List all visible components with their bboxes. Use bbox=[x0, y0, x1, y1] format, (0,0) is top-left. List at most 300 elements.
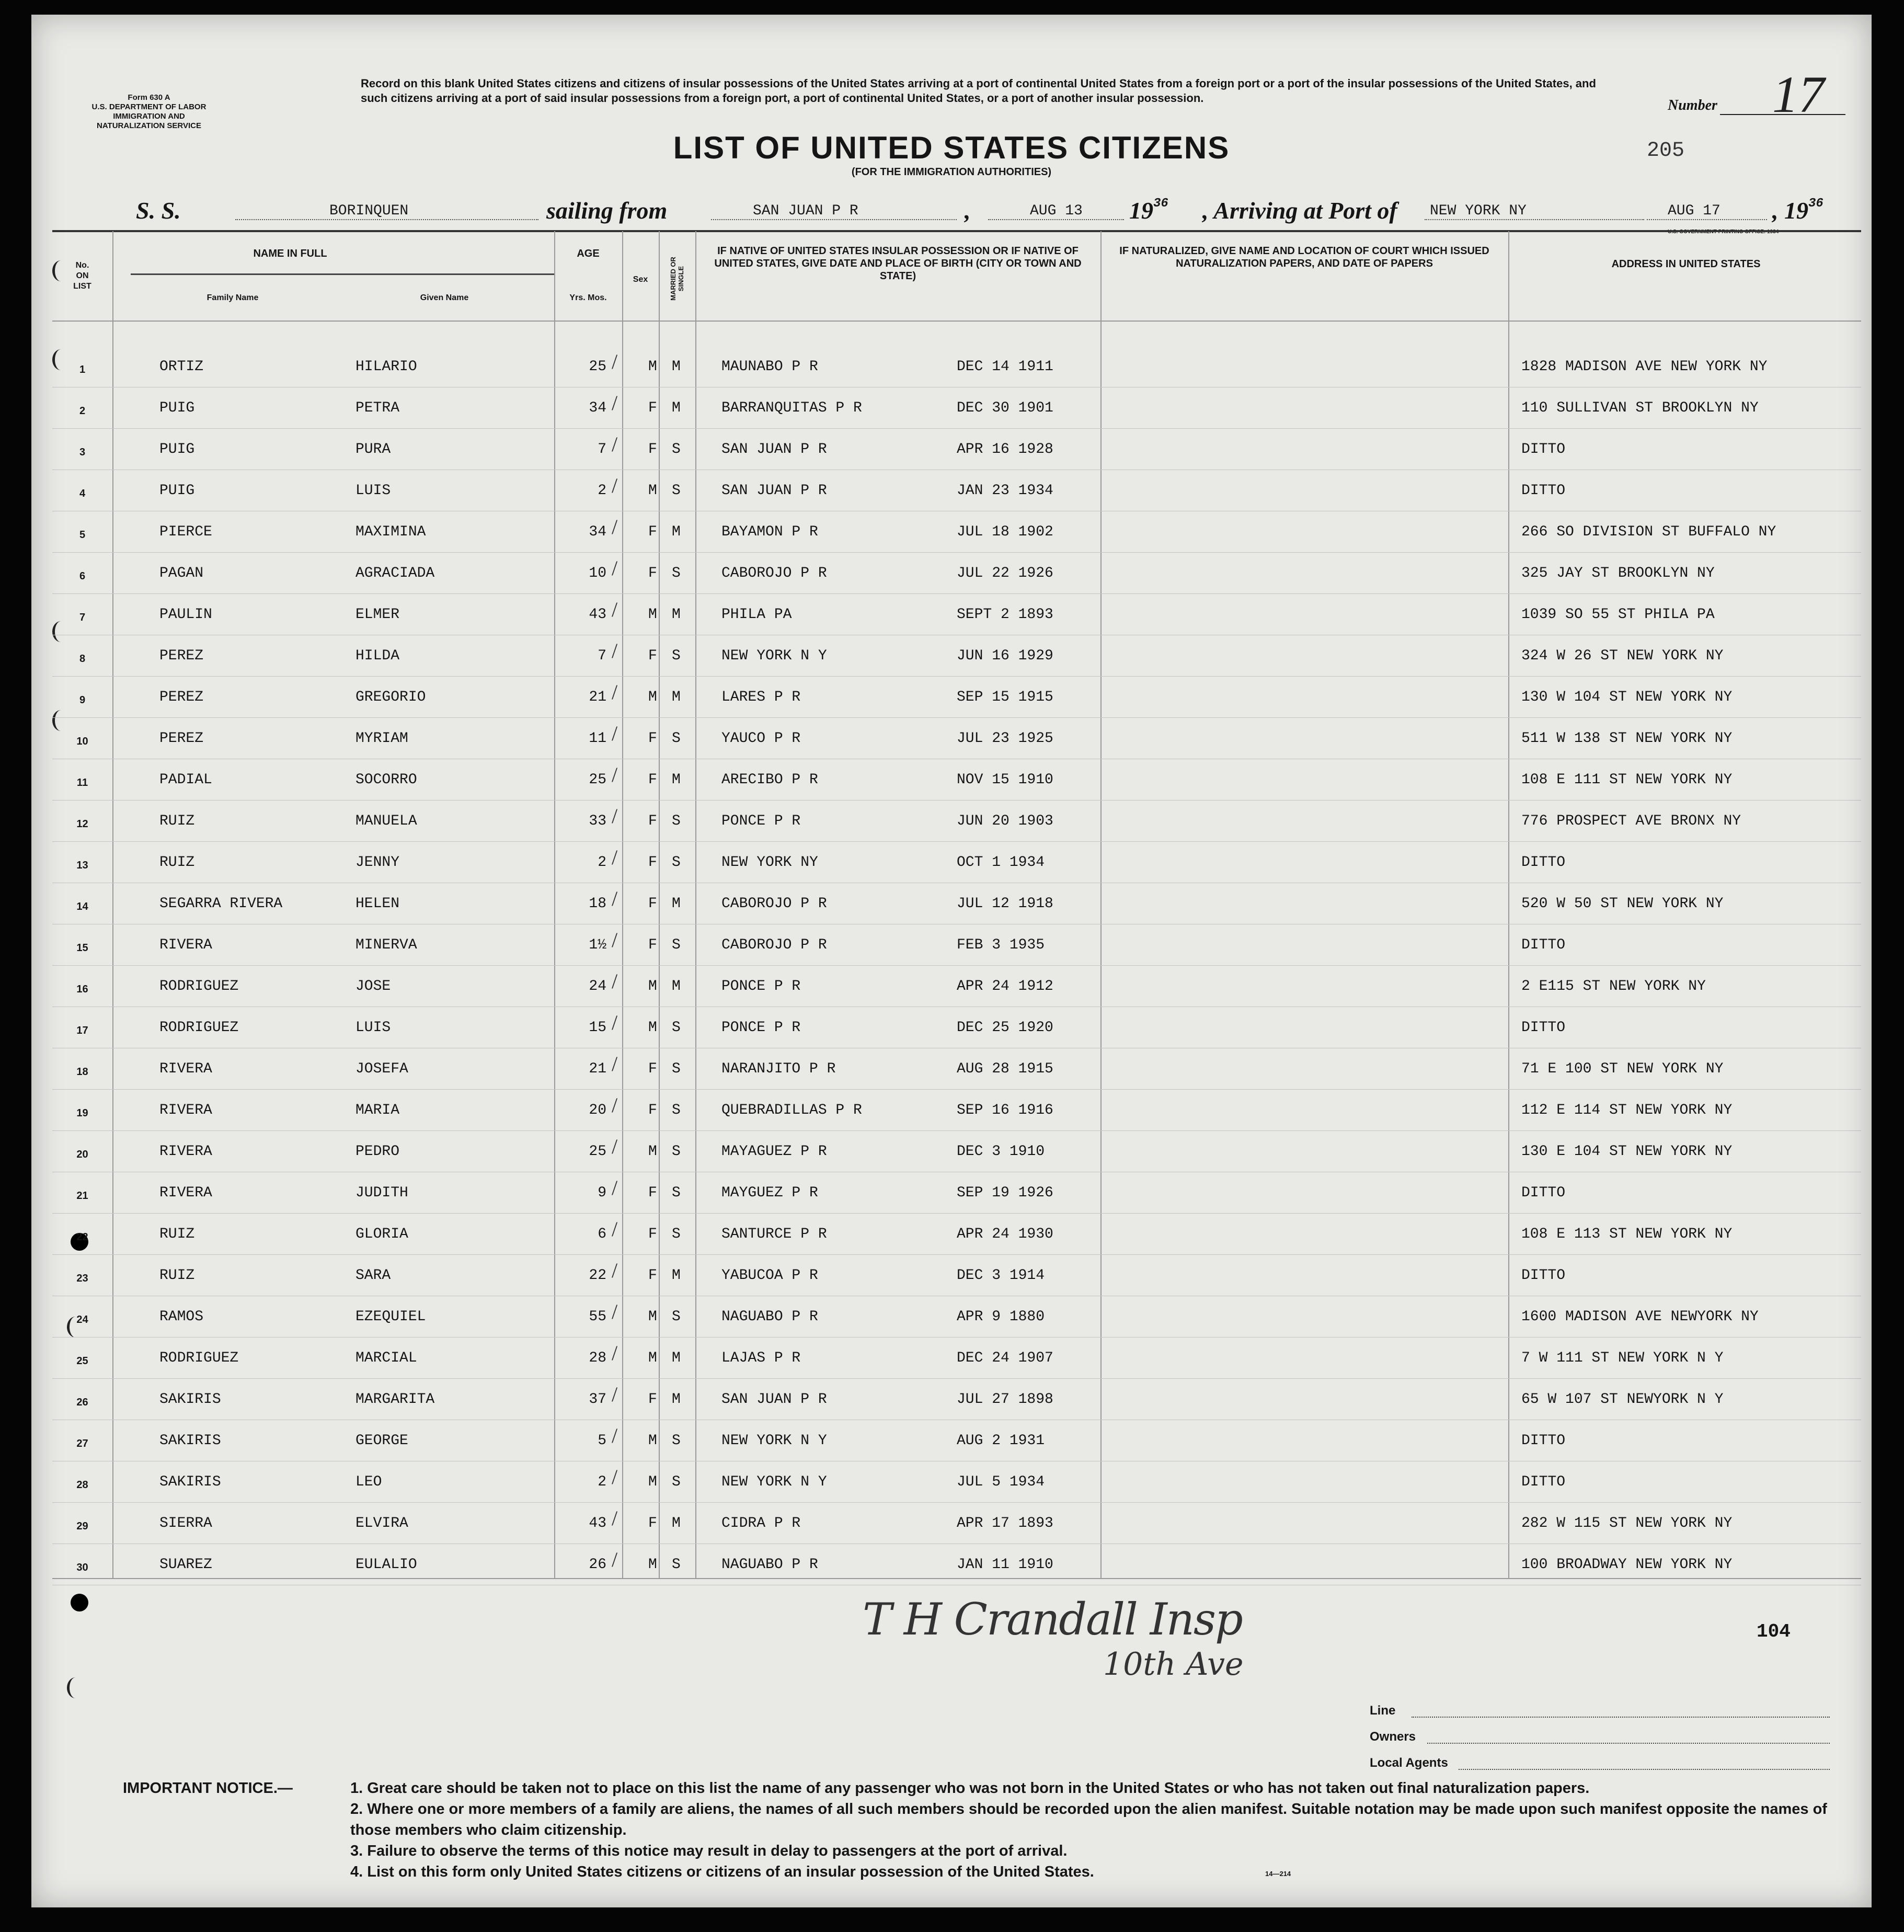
birth-place: NARANJITO P R bbox=[721, 1061, 836, 1077]
record-instructions: Record on this blank United States citizens and citizens of insular possessions of the United States arriving at a port of continental United States from a foreign port or a port of the insular possessions of the United States, and such citizens arriving at a port of said insular possessions from a foreign port, a port of continental United States, or a port of another insular possession. bbox=[361, 77, 1596, 105]
inspector-signature: T H Crandall Insp bbox=[863, 1594, 1242, 1645]
row-number: 15 bbox=[76, 942, 88, 954]
given-name: AGRACIADA bbox=[355, 565, 435, 581]
row-number: 13 bbox=[76, 860, 88, 871]
row-rule bbox=[52, 965, 1861, 966]
given-name: SARA bbox=[355, 1267, 391, 1284]
tick-mark: / bbox=[612, 1052, 618, 1076]
family-name: RODRIGUEZ bbox=[159, 1020, 239, 1036]
birth-place: BAYAMON P R bbox=[721, 524, 818, 540]
row-number: 12 bbox=[76, 818, 88, 830]
given-name: ELMER bbox=[355, 607, 400, 623]
age-years: 24 bbox=[589, 978, 606, 994]
given-name: LUIS bbox=[355, 1020, 391, 1036]
birth-place: BARRANQUITAS P R bbox=[721, 400, 862, 416]
us-address: 71 E 100 ST NEW YORK NY bbox=[1521, 1061, 1724, 1077]
sex: F bbox=[648, 1061, 657, 1077]
local-agents-field bbox=[1459, 1769, 1830, 1770]
family-name: RIVERA bbox=[159, 1144, 212, 1160]
marital-status: S bbox=[672, 1226, 681, 1242]
marital-status: S bbox=[672, 1102, 681, 1118]
marital-status: M bbox=[672, 1267, 681, 1284]
passenger-row bbox=[31, 1051, 1872, 1092]
family-name: PUIG bbox=[159, 400, 195, 416]
birth-place: CABOROJO P R bbox=[721, 896, 827, 912]
marital-status: S bbox=[672, 813, 681, 829]
tick-mark: / bbox=[612, 350, 618, 373]
row-number: 30 bbox=[76, 1562, 88, 1573]
birth-date: APR 24 1912 bbox=[957, 978, 1053, 994]
tick-mark: / bbox=[612, 1341, 618, 1365]
given-name: GEORGE bbox=[355, 1433, 408, 1449]
family-name: PADIAL bbox=[159, 772, 212, 788]
age-years: 34 bbox=[589, 524, 606, 540]
row-number: 27 bbox=[76, 1438, 88, 1449]
birth-date: JUN 20 1903 bbox=[957, 813, 1053, 829]
sex: F bbox=[648, 1391, 657, 1408]
age-years: 25 bbox=[589, 772, 606, 788]
marital-status: S bbox=[672, 730, 681, 747]
birth-date: JUN 16 1929 bbox=[957, 648, 1053, 664]
tick-mark: / bbox=[612, 1093, 618, 1117]
family-name: ORTIZ bbox=[159, 359, 204, 375]
row-number: 26 bbox=[76, 1397, 88, 1408]
header-naturalized: IF NATURALIZED, GIVE NAME AND LOCATION OF COURT WHICH ISSUED NATURALIZATION PAPERS, AND DATE OF PAPERS bbox=[1119, 245, 1489, 269]
header-yrs-mos: Yrs. Mos. bbox=[569, 293, 607, 302]
row-rule bbox=[52, 1089, 1861, 1090]
row-number: 10 bbox=[76, 736, 88, 747]
page-subtitle: (FOR THE IMMIGRATION AUTHORITIES) bbox=[851, 166, 1052, 178]
age-years: 10 bbox=[589, 565, 606, 581]
birth-place: SAN JUAN P R bbox=[721, 1391, 827, 1408]
us-address: DITTO bbox=[1521, 1185, 1566, 1201]
age-years: 5 bbox=[598, 1433, 606, 1449]
age-years: 6 bbox=[598, 1226, 606, 1242]
tick-mark: / bbox=[612, 763, 618, 786]
marital-status: S bbox=[672, 648, 681, 664]
sex: F bbox=[648, 813, 657, 829]
us-address: DITTO bbox=[1521, 937, 1566, 953]
row-number: 28 bbox=[76, 1479, 88, 1491]
birth-date: JUL 27 1898 bbox=[957, 1391, 1053, 1408]
family-name: RAMOS bbox=[159, 1309, 204, 1325]
page-title: LIST OF UNITED STATES CITIZENS bbox=[673, 130, 1230, 165]
tick-mark: / bbox=[612, 1506, 618, 1530]
us-address: 282 W 115 ST NEW YORK NY bbox=[1521, 1515, 1733, 1531]
birth-place: PHILA PA bbox=[721, 607, 792, 623]
sex: M bbox=[648, 1350, 657, 1366]
row-rule bbox=[52, 428, 1861, 429]
row-number: 14 bbox=[76, 901, 88, 912]
us-address: 130 E 104 ST NEW YORK NY bbox=[1521, 1144, 1733, 1160]
marital-status: S bbox=[672, 1185, 681, 1201]
birth-date: SEPT 2 1893 bbox=[957, 607, 1053, 623]
birth-date: JUL 22 1926 bbox=[957, 565, 1053, 581]
passenger-row bbox=[31, 473, 1872, 514]
given-name: PEDRO bbox=[355, 1144, 400, 1160]
given-name: JENNY bbox=[355, 854, 400, 871]
birth-place: MAUNABO P R bbox=[721, 359, 818, 375]
birth-date: JAN 23 1934 bbox=[957, 483, 1053, 499]
arrival-date: AUG 17 bbox=[1647, 203, 1767, 220]
marital-status: M bbox=[672, 1391, 681, 1408]
age-years: 21 bbox=[589, 689, 606, 705]
given-name: HILARIO bbox=[355, 359, 417, 375]
us-address: 110 SULLIVAN ST BROOKLYN NY bbox=[1521, 400, 1759, 416]
row-number: 22 bbox=[76, 1231, 88, 1243]
tick-mark: / bbox=[612, 1217, 618, 1241]
given-name: GLORIA bbox=[355, 1226, 408, 1242]
birth-date: NOV 15 1910 bbox=[957, 772, 1053, 788]
tick-mark: / bbox=[612, 474, 618, 497]
us-address: DITTO bbox=[1521, 1474, 1566, 1490]
passenger-row bbox=[31, 1382, 1872, 1423]
passenger-row bbox=[31, 556, 1872, 597]
row-number: 24 bbox=[76, 1314, 88, 1325]
age-years: 18 bbox=[589, 896, 606, 912]
tick-mark: / bbox=[612, 515, 618, 539]
birth-place: NEW YORK N Y bbox=[721, 1474, 827, 1490]
passenger-row bbox=[31, 680, 1872, 721]
passenger-row bbox=[31, 391, 1872, 431]
us-address: DITTO bbox=[1521, 441, 1566, 458]
age-years: 21 bbox=[589, 1061, 606, 1077]
given-name: MARCIAL bbox=[355, 1350, 417, 1366]
departure-port: SAN JUAN P R bbox=[711, 203, 957, 220]
sailing-from-label: sailing from bbox=[546, 197, 668, 224]
age-years: 37 bbox=[589, 1391, 606, 1408]
birth-date: JUL 18 1902 bbox=[957, 524, 1053, 540]
tick-mark: / bbox=[612, 928, 618, 952]
age-years: 2 bbox=[598, 483, 606, 499]
us-address: DITTO bbox=[1521, 1020, 1566, 1036]
age-years: 2 bbox=[598, 854, 606, 871]
marital-status: S bbox=[672, 1020, 681, 1036]
row-number: 20 bbox=[76, 1149, 88, 1160]
birth-place: QUEBRADILLAS P R bbox=[721, 1102, 862, 1118]
local-agents-label: Local Agents bbox=[1370, 1756, 1448, 1770]
age-years: 55 bbox=[589, 1309, 606, 1325]
row-rule bbox=[52, 841, 1861, 842]
row-number: 29 bbox=[76, 1521, 88, 1532]
age-years: 20 bbox=[589, 1102, 606, 1118]
given-name: PETRA bbox=[355, 400, 400, 416]
arrival-year-prefix: , $19^{36}$ bbox=[1772, 197, 1823, 224]
birth-date: SEP 15 1915 bbox=[957, 689, 1053, 705]
passenger-row bbox=[31, 928, 1872, 968]
sex: F bbox=[648, 937, 657, 953]
row-number: 2 bbox=[79, 405, 86, 417]
family-name: RUIZ bbox=[159, 1226, 195, 1242]
birth-place: LAJAS P R bbox=[721, 1350, 801, 1366]
given-name: EULALIO bbox=[355, 1557, 417, 1573]
marital-status: S bbox=[672, 937, 681, 953]
us-address: 324 W 26 ST NEW YORK NY bbox=[1521, 648, 1724, 664]
tick-mark: / bbox=[612, 1135, 618, 1158]
given-name: MARIA bbox=[355, 1102, 400, 1118]
header-sex: Sex bbox=[633, 275, 648, 284]
passenger-row bbox=[31, 432, 1872, 473]
marital-status: S bbox=[672, 1061, 681, 1077]
sex: F bbox=[648, 1267, 657, 1284]
passenger-row bbox=[31, 515, 1872, 555]
given-name: SOCORRO bbox=[355, 772, 417, 788]
given-name: HELEN bbox=[355, 896, 400, 912]
birth-place: PONCE P R bbox=[721, 813, 801, 829]
family-name: PAGAN bbox=[159, 565, 204, 581]
passenger-row bbox=[31, 1506, 1872, 1547]
row-rule bbox=[52, 1502, 1861, 1503]
notice-heading: IMPORTANT NOTICE.— bbox=[123, 1780, 293, 1797]
birth-place: SANTURCE P R bbox=[721, 1226, 827, 1242]
row-number: 17 bbox=[76, 1025, 88, 1036]
age-years: 2 bbox=[598, 1474, 606, 1490]
tick-mark: / bbox=[612, 887, 618, 910]
family-name: SEGARRA RIVERA bbox=[159, 896, 283, 912]
birth-place: NAGUABO P R bbox=[721, 1557, 818, 1573]
birth-place: NEW YORK N Y bbox=[721, 648, 827, 664]
passenger-row bbox=[31, 1465, 1872, 1505]
sex: F bbox=[648, 1185, 657, 1201]
passenger-row bbox=[31, 597, 1872, 638]
row-rule bbox=[52, 800, 1861, 801]
birth-date: DEC 3 1914 bbox=[957, 1267, 1045, 1284]
row-number: 25 bbox=[76, 1355, 88, 1367]
birth-date: DEC 14 1911 bbox=[957, 359, 1053, 375]
header-birth: IF NATIVE OF UNITED STATES INSULAR POSSESSION OR IF NATIVE OF UNITED STATES, GIVE DATE AND PLACE OF BIRTH (CITY OR TOWN AND STATE) bbox=[714, 245, 1082, 282]
sex: M bbox=[648, 689, 657, 705]
comma: , bbox=[965, 197, 971, 224]
us-address: 511 W 138 ST NEW YORK NY bbox=[1521, 730, 1733, 747]
family-name: PEREZ bbox=[159, 730, 204, 747]
birth-place: YABUCOA P R bbox=[721, 1267, 818, 1284]
sex: M bbox=[648, 359, 657, 375]
tick-mark: / bbox=[612, 556, 618, 580]
number-label: Number bbox=[1668, 97, 1717, 113]
tick-mark: / bbox=[612, 1259, 618, 1282]
age-years: 22 bbox=[589, 1267, 606, 1284]
passenger-row bbox=[31, 1010, 1872, 1051]
tick-mark: / bbox=[612, 1176, 618, 1199]
list-number: 17 bbox=[1772, 65, 1825, 123]
family-name: SAKIRIS bbox=[159, 1433, 221, 1449]
us-address: 1600 MADISON AVE NEWYORK NY bbox=[1521, 1309, 1759, 1325]
passenger-row bbox=[31, 762, 1872, 803]
header-no-on-list: No. ON LIST bbox=[73, 261, 91, 291]
sex: F bbox=[648, 648, 657, 664]
notice-item-2: 2. Where one or more members of a family are aliens, the names of all such members should be recorded upon the alien manifest. Suitable notation may be made upon such manifest opposite the names of those members who claim citizenship. bbox=[350, 1801, 1827, 1838]
row-number: 18 bbox=[76, 1066, 88, 1078]
age-years: 9 bbox=[598, 1185, 606, 1201]
birth-place: NEW YORK N Y bbox=[721, 1433, 827, 1449]
birth-date: JUL 23 1925 bbox=[957, 730, 1053, 747]
row-number: 19 bbox=[76, 1107, 88, 1119]
us-address: DITTO bbox=[1521, 483, 1566, 499]
given-name: ELVIRA bbox=[355, 1515, 408, 1531]
sex: F bbox=[648, 524, 657, 540]
marital-status: S bbox=[672, 1433, 681, 1449]
row-number: 8 bbox=[79, 653, 86, 665]
passenger-row bbox=[31, 1341, 1872, 1381]
family-name: SAKIRIS bbox=[159, 1391, 221, 1408]
marital-status: M bbox=[672, 978, 681, 994]
header-given-name: Given Name bbox=[420, 293, 469, 302]
tick-mark: / bbox=[612, 680, 618, 704]
row-number: 7 bbox=[79, 612, 86, 623]
passenger-row bbox=[31, 1217, 1872, 1257]
row-number: 1 bbox=[79, 364, 86, 375]
birth-place: PONCE P R bbox=[721, 1020, 801, 1036]
notice-item-1: 1. Great care should be taken not to place on this list the name of any passenger who was not born in the United States or who has not taken out final naturalization papers. bbox=[350, 1780, 1590, 1797]
birth-date: FEB 3 1935 bbox=[957, 937, 1045, 953]
birth-place: CABOROJO P R bbox=[721, 565, 827, 581]
owners-label: Owners bbox=[1370, 1730, 1416, 1744]
given-name: GREGORIO bbox=[355, 689, 426, 705]
age-years: 26 bbox=[589, 1557, 606, 1573]
family-name: PIERCE bbox=[159, 524, 212, 540]
us-address: 1828 MADISON AVE NEW YORK NY bbox=[1521, 359, 1768, 375]
birth-place: NEW YORK NY bbox=[721, 854, 818, 871]
marital-status: M bbox=[672, 1515, 681, 1531]
passenger-row bbox=[31, 638, 1872, 679]
tick-mark: / bbox=[612, 1548, 618, 1571]
form-identifier: Form 630 A U.S. DEPARTMENT OF LABOR IMMIGRATION AND NATURALIZATION SERVICE bbox=[91, 93, 207, 130]
given-name: JOSEFA bbox=[355, 1061, 408, 1077]
sex: F bbox=[648, 1102, 657, 1118]
manifest-sheet bbox=[31, 15, 1872, 1907]
birth-date: AUG 28 1915 bbox=[957, 1061, 1053, 1077]
tick-mark: / bbox=[612, 639, 618, 662]
family-name: PUIG bbox=[159, 441, 195, 458]
marital-status: S bbox=[672, 854, 681, 871]
sex: F bbox=[648, 896, 657, 912]
marital-status: M bbox=[672, 400, 681, 416]
marital-status: S bbox=[672, 483, 681, 499]
marital-status: M bbox=[672, 359, 681, 375]
line-label: Line bbox=[1370, 1704, 1396, 1718]
birth-place: SAN JUAN P R bbox=[721, 483, 827, 499]
us-address: 266 SO DIVISION ST BUFFALO NY bbox=[1521, 524, 1776, 540]
marital-status: S bbox=[672, 1557, 681, 1573]
birth-place: NAGUABO P R bbox=[721, 1309, 818, 1325]
family-name: RIVERA bbox=[159, 1061, 212, 1077]
sex: M bbox=[648, 978, 657, 994]
family-name: RUIZ bbox=[159, 813, 195, 829]
us-address: 776 PROSPECT AVE BRONX NY bbox=[1521, 813, 1741, 829]
ss-label: S. S. bbox=[136, 197, 181, 224]
birth-place: CABOROJO P R bbox=[721, 937, 827, 953]
marital-status: M bbox=[672, 896, 681, 912]
passenger-row bbox=[31, 349, 1872, 390]
sex: M bbox=[648, 1557, 657, 1573]
marital-status: S bbox=[672, 1144, 681, 1160]
us-address: 112 E 114 ST NEW YORK NY bbox=[1521, 1102, 1733, 1118]
passenger-row bbox=[31, 1423, 1872, 1464]
tick-mark: / bbox=[612, 391, 618, 415]
given-name: MAXIMINA bbox=[355, 524, 426, 540]
sex: F bbox=[648, 400, 657, 416]
header-married-single: MARRIED OR SINGLE bbox=[669, 257, 685, 301]
passenger-row bbox=[31, 1299, 1872, 1340]
family-name: PUIG bbox=[159, 483, 195, 499]
age-years: 43 bbox=[589, 1515, 606, 1531]
row-number: 16 bbox=[76, 984, 88, 995]
row-number: 21 bbox=[76, 1190, 88, 1202]
header-bottom-rule bbox=[52, 321, 1861, 322]
sex: M bbox=[648, 607, 657, 623]
given-name: MYRIAM bbox=[355, 730, 408, 747]
row-rule bbox=[52, 676, 1861, 677]
age-years: 7 bbox=[598, 441, 606, 458]
tick-mark: / bbox=[612, 969, 618, 993]
given-name: MANUELA bbox=[355, 813, 417, 829]
birth-date: APR 17 1893 bbox=[957, 1515, 1053, 1531]
family-name: SUAREZ bbox=[159, 1557, 212, 1573]
passenger-row bbox=[31, 804, 1872, 844]
us-address: 1039 SO 55 ST PHILA PA bbox=[1521, 607, 1715, 623]
tick-mark: / bbox=[612, 432, 618, 456]
row-number: 9 bbox=[79, 694, 86, 706]
given-name: LUIS bbox=[355, 483, 391, 499]
line-field bbox=[1412, 1717, 1830, 1718]
tick-mark: / bbox=[612, 845, 618, 869]
tick-mark: / bbox=[612, 722, 618, 745]
age-years: 43 bbox=[589, 607, 606, 623]
birth-date: JUL 5 1934 bbox=[957, 1474, 1045, 1490]
notice-item-4: 4. List on this form only United States citizens or citizens of an insular possession of the United States. bbox=[350, 1864, 1094, 1880]
sex: F bbox=[648, 854, 657, 871]
family-name: RUIZ bbox=[159, 854, 195, 871]
row-rule bbox=[52, 1213, 1861, 1214]
birth-date: AUG 2 1931 bbox=[957, 1433, 1045, 1449]
passenger-row bbox=[31, 1093, 1872, 1134]
marital-status: M bbox=[672, 1350, 681, 1366]
us-address: 7 W 111 ST NEW YORK N Y bbox=[1521, 1350, 1724, 1366]
age-years: 25 bbox=[589, 1144, 606, 1160]
us-address: DITTO bbox=[1521, 854, 1566, 871]
birth-place: CIDRA P R bbox=[721, 1515, 801, 1531]
us-address: DITTO bbox=[1521, 1267, 1566, 1284]
row-rule bbox=[52, 1254, 1861, 1255]
us-address: 108 E 111 ST NEW YORK NY bbox=[1521, 772, 1733, 788]
marital-status: S bbox=[672, 1474, 681, 1490]
row-number: 4 bbox=[79, 488, 86, 499]
family-name: PAULIN bbox=[159, 607, 212, 623]
age-years: 11 bbox=[589, 730, 606, 747]
header-family-name: Family Name bbox=[207, 293, 259, 302]
family-name: RUIZ bbox=[159, 1267, 195, 1284]
tick-mark: / bbox=[612, 1300, 618, 1323]
age-years: 15 bbox=[589, 1020, 606, 1036]
sex: M bbox=[648, 1433, 657, 1449]
sex: F bbox=[648, 1515, 657, 1531]
marital-status: S bbox=[672, 565, 681, 581]
header-age: AGE bbox=[577, 248, 600, 259]
passenger-row bbox=[31, 845, 1872, 886]
tick-mark: / bbox=[612, 598, 618, 621]
tick-mark: / bbox=[612, 1465, 618, 1489]
row-rule bbox=[52, 717, 1861, 718]
page-total: 104 bbox=[1757, 1621, 1791, 1642]
row-rule bbox=[52, 593, 1861, 594]
birth-place: MAYAGUEZ P R bbox=[721, 1144, 827, 1160]
family-name: RODRIGUEZ bbox=[159, 978, 239, 994]
row-number: 23 bbox=[76, 1273, 88, 1284]
passenger-row bbox=[31, 1547, 1872, 1588]
passenger-row bbox=[31, 969, 1872, 1010]
departure-year-prefix: $19^{36}$ bbox=[1129, 197, 1168, 224]
passenger-row bbox=[31, 721, 1872, 762]
